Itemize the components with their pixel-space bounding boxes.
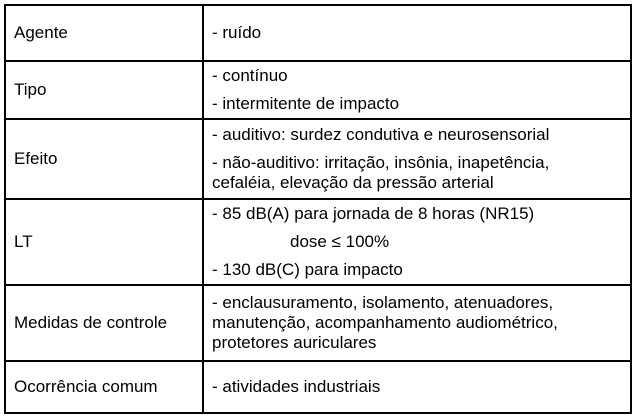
- noise-agent-table: [4, 4, 632, 414]
- row-value-medidas: [203, 285, 631, 361]
- table-row: [5, 199, 631, 285]
- value-line: protetores auriculares: [212, 333, 377, 352]
- value-line: - enclausuramento, isolamento, atenuadores,: [212, 293, 554, 312]
- row-value-lt: [203, 199, 631, 285]
- table-row: [5, 119, 631, 199]
- row-value-ocorrencia: [203, 361, 631, 413]
- row-value-tipo: [203, 61, 631, 119]
- value-line: - intermitente de impacto: [212, 94, 400, 113]
- value-line: - 130 dB(C) para impacto: [212, 260, 403, 279]
- value-line: - atividades industriais: [212, 377, 381, 396]
- row-label-medidas: Medidas de controle: [5, 285, 203, 361]
- table-row: [5, 61, 631, 119]
- row-value-efeito: [203, 119, 631, 199]
- table-row: [5, 5, 631, 61]
- value-line: - contínuo: [212, 66, 288, 85]
- row-label-tipo: Tipo: [5, 61, 203, 119]
- value-line: dose ≤ 100%: [290, 232, 390, 251]
- value-line: - 85 dB(A) para jornada de 8 horas (NR15): [212, 204, 535, 223]
- row-label-agente: Agente: [5, 5, 203, 61]
- row-value-agente: [203, 5, 631, 61]
- row-label-lt: LT: [5, 199, 203, 285]
- table-row: [5, 361, 631, 413]
- value-line: cefaléia, elevação da pressão arterial: [212, 173, 494, 192]
- table-row: [5, 285, 631, 361]
- value-line: - não-auditivo: irritação, insônia, inapetência,: [212, 153, 550, 172]
- value-line: - ruído: [212, 23, 262, 42]
- row-label-ocorrencia: Ocorrência comum: [5, 361, 203, 413]
- row-label-efeito: Efeito: [5, 119, 203, 199]
- value-line: - auditivo: surdez condutiva e neurosensorial: [212, 125, 550, 144]
- value-line: manutenção, acompanhamento audiométrico,: [212, 313, 558, 332]
